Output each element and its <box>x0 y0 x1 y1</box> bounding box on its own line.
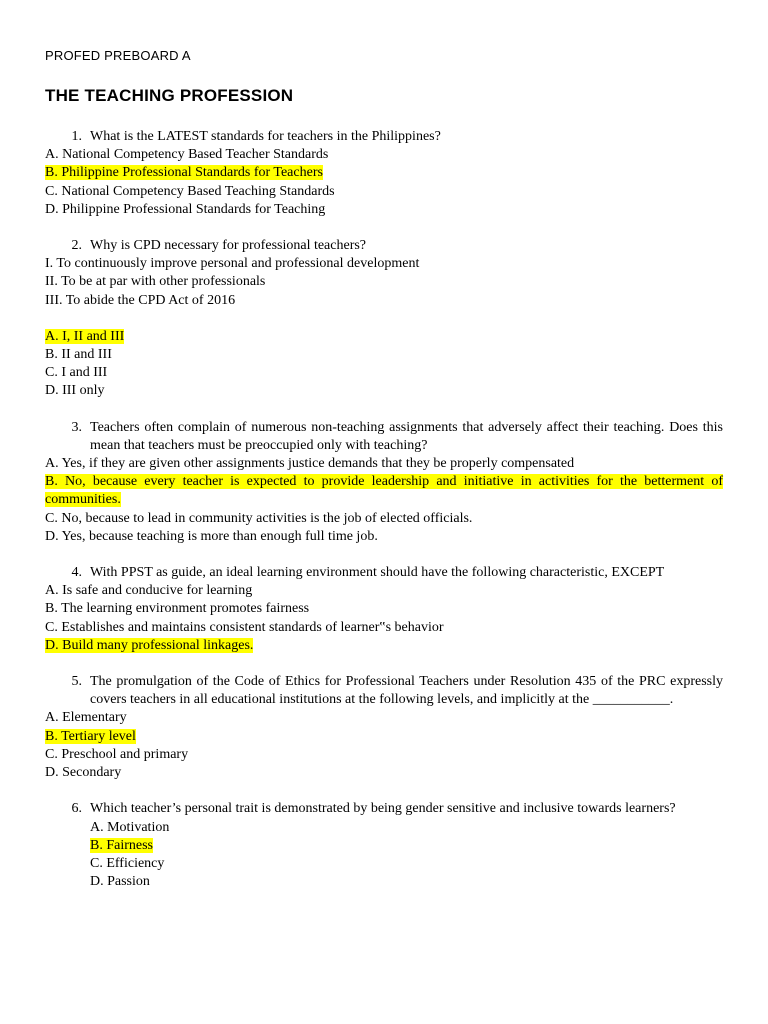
correct-answer-highlight: B. Philippine Professional Standards for Teachers <box>45 165 323 181</box>
correct-answer-highlight: B. Tertiary level <box>45 728 136 744</box>
choice-a: A. Is safe and conducive for learning <box>45 583 253 599</box>
choice-b <box>45 837 723 855</box>
choice-c: C. National Competency Based Teaching Standards <box>45 183 335 199</box>
question-2 <box>45 237 723 401</box>
choice-a <box>45 328 723 346</box>
correct-answer-highlight: B. No, because every teacher is expected to provide leadership and initiative in activities for the betterment of communities. <box>45 474 723 508</box>
choice-c: C. I and III <box>45 365 108 381</box>
choice-d: D. III only <box>45 383 105 399</box>
question-1 <box>45 128 723 219</box>
choice-b: B. II and III <box>45 347 112 363</box>
choice-c: C. Efficiency <box>90 855 165 871</box>
question-list <box>45 128 723 909</box>
choice-b <box>45 164 723 182</box>
question-number: 1. <box>71 129 82 144</box>
question-4 <box>45 564 723 655</box>
correct-answer-highlight: D. Build many professional linkages. <box>45 637 254 653</box>
choice-c: C. Preschool and primary <box>45 746 189 762</box>
question-text: Teachers often complain of numerous non-teaching assignments that adversely affect their teaching. Does this mean that teachers must be preoccupied only with teaching? <box>90 419 723 453</box>
choice-d: D. Yes, because teaching is more than enough full time job. <box>45 528 378 544</box>
choice-a: A. Motivation <box>90 819 170 835</box>
question-number: 2. <box>71 238 82 254</box>
question-3 <box>45 419 723 546</box>
question-text: Which teacher’s personal trait is demonstrated by being gender sensitive and inclusive towards learners? <box>90 801 676 817</box>
choice-a: A. Yes, if they are given other assignments justice demands that they be properly compensated <box>45 456 575 472</box>
question-6 <box>45 800 723 891</box>
choice-c: C. No, because to lead in community activities is the job of elected officials. <box>45 510 473 526</box>
choice-d: D. Secondary <box>45 765 122 781</box>
correct-answer-highlight: A. I, II and III <box>45 328 125 344</box>
choice-a: A. Elementary <box>45 710 127 726</box>
document-header: PROFED PREBOARD A <box>45 48 191 63</box>
statement-2: II. To be at par with other professionals <box>45 274 266 290</box>
question-number: 6. <box>71 801 82 817</box>
question-text: With PPST as guide, an ideal learning environment should have the following characteristic, EXCEPT <box>90 565 665 581</box>
question-number: 4. <box>71 565 82 581</box>
choice-d: D. Passion <box>90 874 150 890</box>
choice-c: C. Establishes and maintains consistent standards of learner‟s behavior <box>45 619 444 635</box>
statement-3: III. To abide the CPD Act of 2016 <box>45 292 236 308</box>
choice-b <box>45 473 723 509</box>
statement-1: I. To continuously improve personal and professional development <box>45 256 420 272</box>
question-number: 3. <box>71 419 82 435</box>
question-text: Why is CPD necessary for professional teachers? <box>90 238 367 254</box>
question-text: The promulgation of the Code of Ethics for Professional Teachers under Resolution 435 of the PRC expressly covers teachers in all educational institutions at the following levels, and implicitly at the ___________. <box>90 674 723 708</box>
question-text: What is the LATEST standards for teachers in the Philippines? <box>90 129 441 144</box>
question-5 <box>45 673 723 782</box>
document-title: THE TEACHING PROFESSION <box>45 86 294 105</box>
choice-b: B. The learning environment promotes fairness <box>45 601 310 617</box>
choice-a: A. National Competency Based Teacher Standards <box>45 147 329 163</box>
choice-d: D. Philippine Professional Standards for Teaching <box>45 201 326 217</box>
choice-b <box>45 728 723 746</box>
question-number: 5. <box>71 674 82 690</box>
correct-answer-highlight: B. Fairness <box>90 837 153 853</box>
choice-d <box>45 637 723 655</box>
